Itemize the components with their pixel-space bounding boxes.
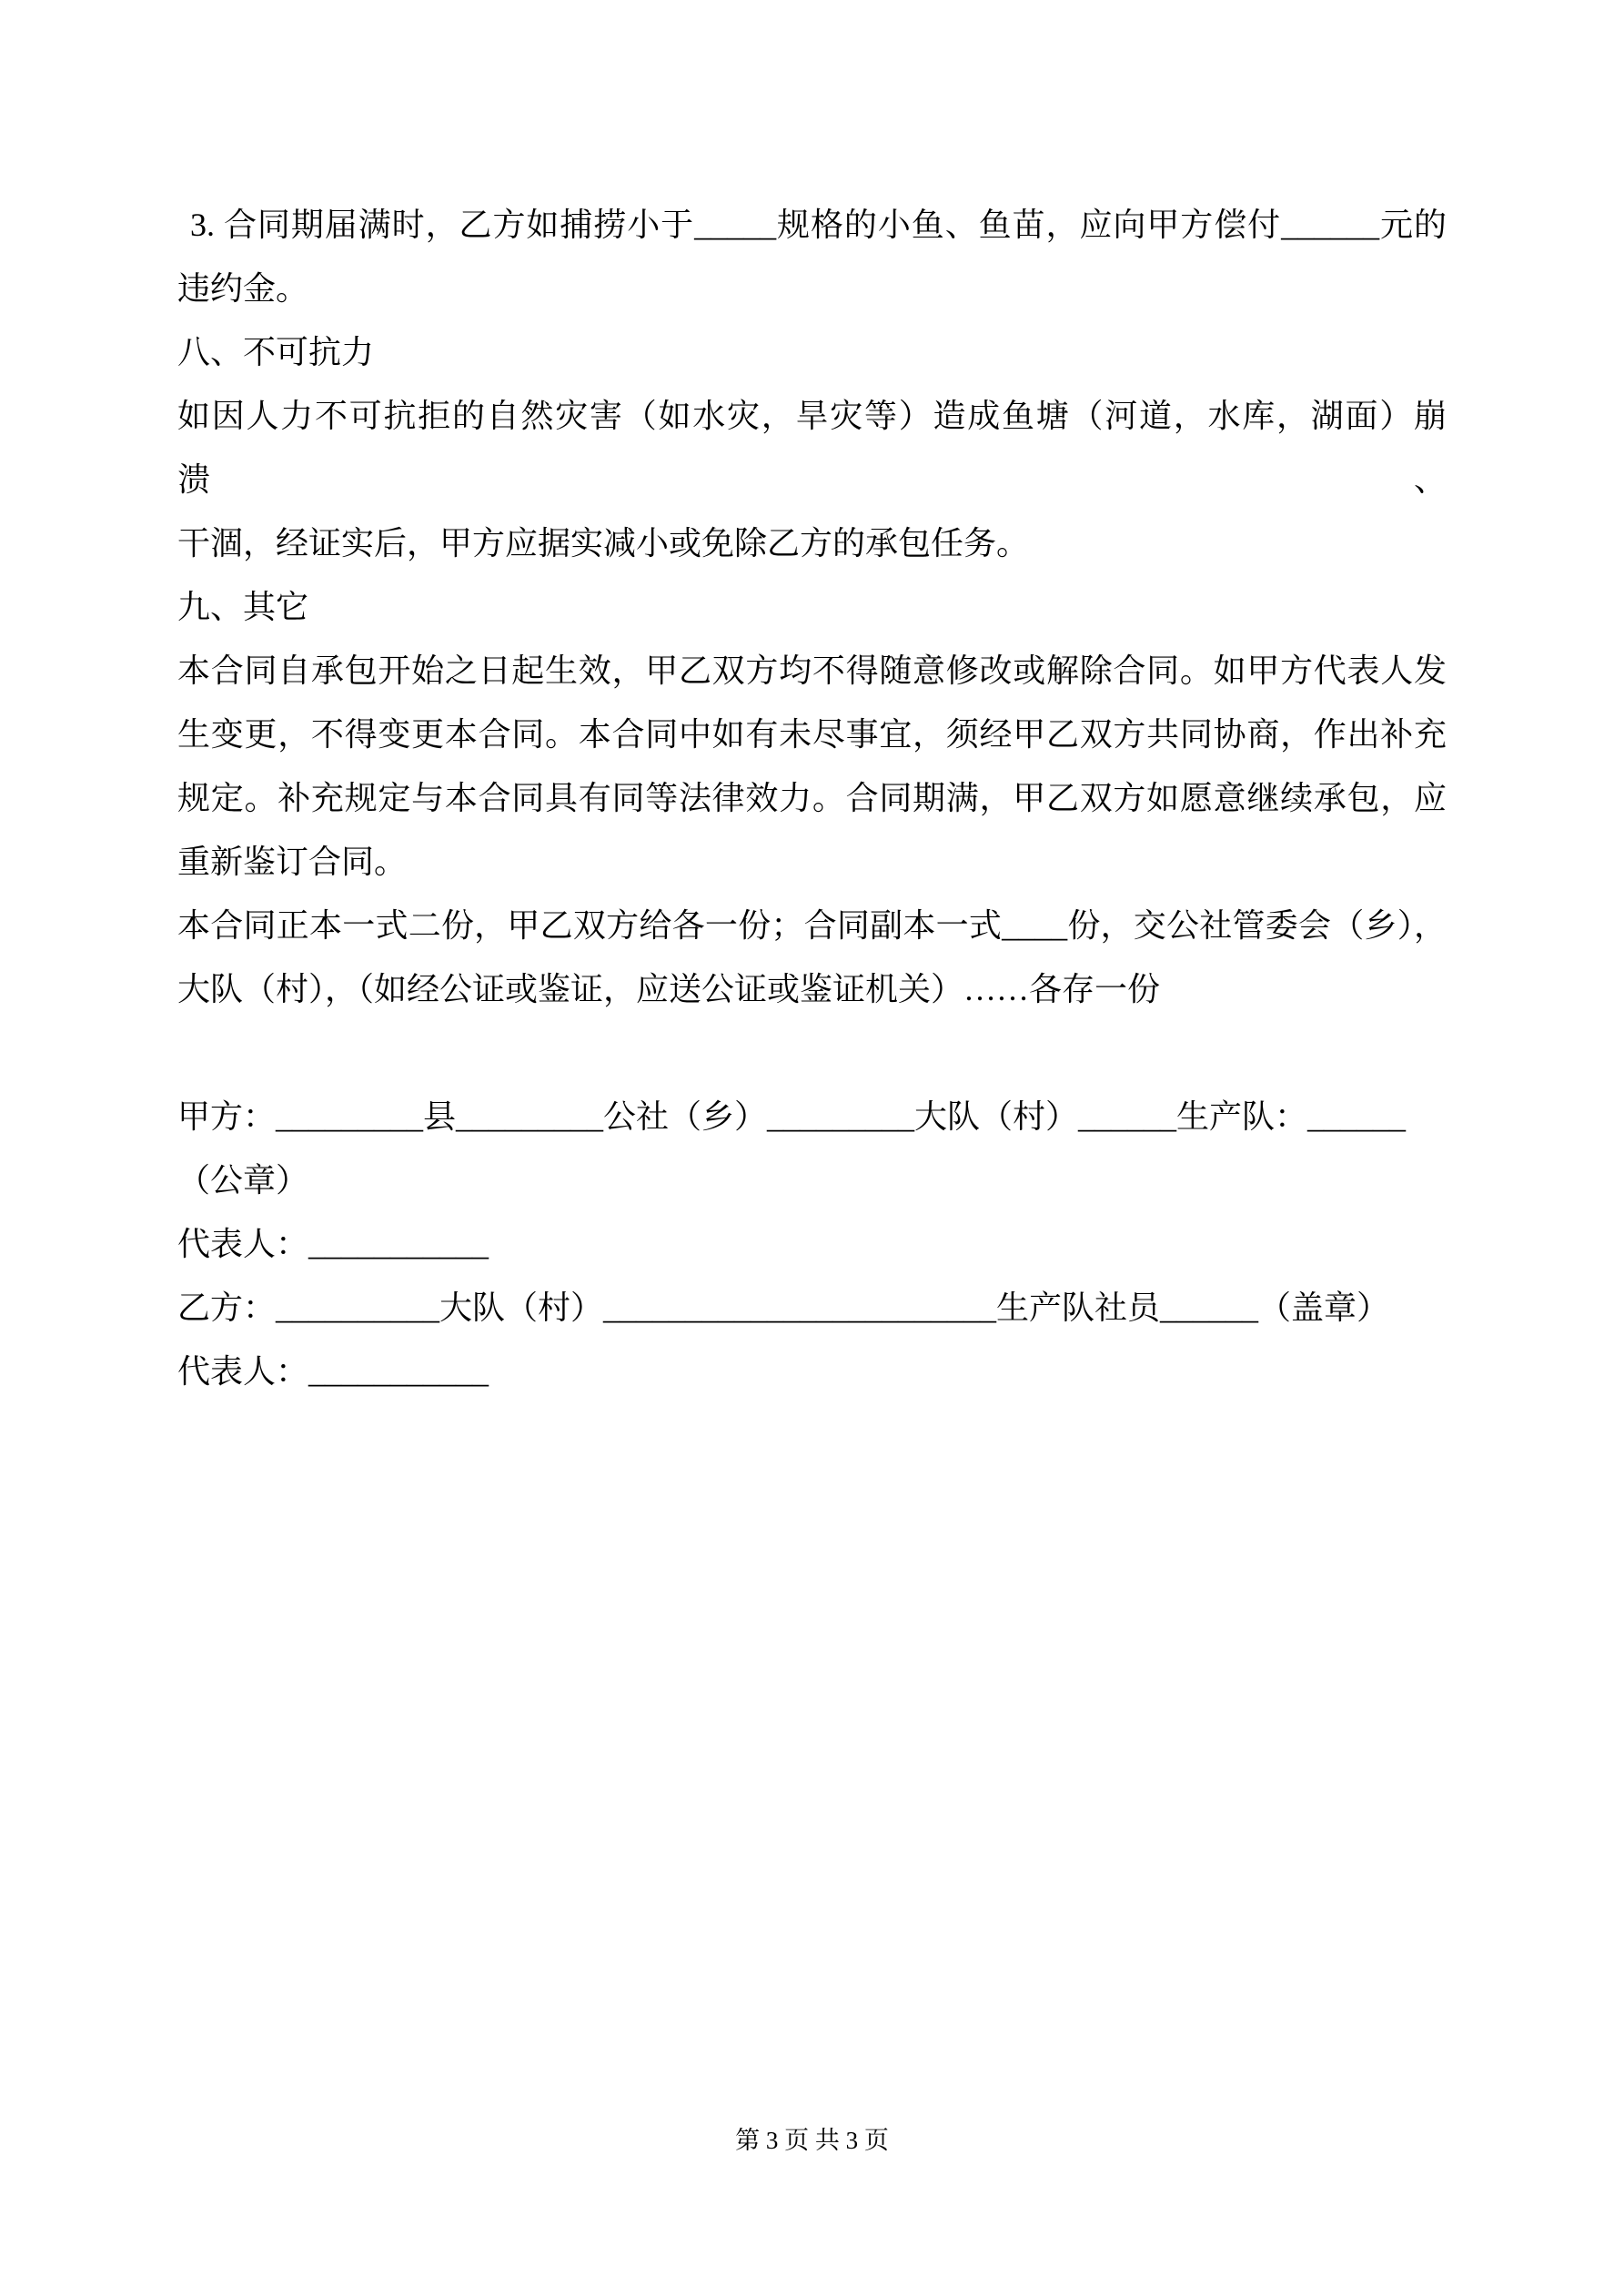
clause-3-line-2: 违约金。 — [177, 270, 309, 307]
section-9-line-1: 本合同自承包开始之日起生效，甲乙双方均不得随意修改或解除合同。如甲方代表人发 — [177, 652, 1447, 689]
party-a-line: 甲方：_________县_________公社（乡）_________大队（村）______生产队：______ — [177, 1098, 1407, 1135]
page-number: 第 3 页 共 3 页 — [735, 2127, 889, 2154]
party-b-representative: 代表人：___________ — [177, 1353, 489, 1390]
party-b-line: 乙方：__________大队（村）________________________生产队社员______（盖章） — [177, 1290, 1390, 1326]
section-8-line-1: 如因人力不可抗拒的自然灾害（如水灾，旱灾等）造成鱼塘（河道，水库，湖面）崩溃、 — [177, 398, 1447, 498]
section-8-line-2: 干涸，经证实后，甲方应据实减小或免除乙方的承包任务。 — [177, 525, 1030, 561]
contract-body — [177, 193, 1447, 1403]
section-8-heading: 八、不可抗力 — [177, 334, 375, 370]
section-9-line-2: 生变更，不得变更本合同。本合同中如有未尽事宜，须经甲乙双方共同协商，作出补充 — [177, 716, 1447, 753]
copies-clause-line-2: 大队（村），（如经公证或鉴证，应送公证或鉴证机关）……各存一份 — [177, 971, 1161, 1007]
copies-clause-line-1: 本合同正本一式二份，甲乙双方给各一份；合同副本一式____份，交公社管委会（乡）， — [177, 907, 1447, 944]
section-9-heading: 九、其它 — [177, 589, 309, 625]
blank-line — [177, 1021, 1447, 1085]
clause-3-line-1: 3. 合同期届满时，乙方如捕捞小于_____规格的小鱼、鱼苗，应向甲方偿付______元的 — [190, 207, 1447, 243]
section-9-line-3: 规定。补充规定与本合同具有同等法律效力。合同期满，甲乙双方如愿意继续承包，应 — [177, 780, 1447, 816]
party-a-representative: 代表人：___________ — [177, 1226, 489, 1262]
party-a-seal-label: （公章） — [177, 1162, 309, 1199]
section-9-line-4: 重新鉴订合同。 — [177, 844, 408, 880]
